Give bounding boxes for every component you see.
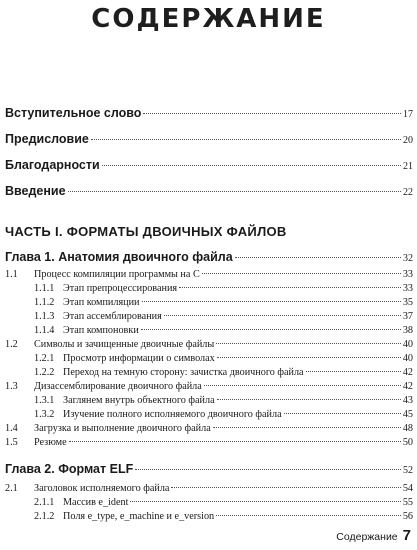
- entry-text: Процесс компиляции программы на C: [34, 269, 200, 280]
- entry-number: 1.2: [5, 339, 18, 350]
- toc-entry[interactable]: [5, 510, 413, 524]
- entry-text: Символы и зачищенные двоичные файлы: [34, 339, 215, 350]
- toc-entry[interactable]: [5, 282, 413, 296]
- dot-leader: [143, 113, 401, 114]
- entry-page: 43: [402, 395, 413, 406]
- dot-leader: [202, 273, 401, 274]
- entry-number: 1.3.1: [34, 395, 55, 406]
- toc-page: 32: [403, 253, 413, 264]
- entry-page: 40: [402, 339, 413, 350]
- entry-number: 1.3.2: [34, 409, 55, 420]
- entry-number: 2.1.1: [34, 497, 55, 508]
- dot-leader: [216, 515, 401, 516]
- dot-leader: [141, 329, 401, 330]
- entry-number: 1.2.2: [34, 367, 55, 378]
- entry-number: 1.1.3: [34, 311, 55, 322]
- toc-label: Глава 1. Анатомия двоичного файла: [5, 250, 233, 264]
- dot-leader: [216, 343, 401, 344]
- entry-page: 48: [402, 423, 413, 434]
- entry-number: 1.2.1: [34, 353, 55, 364]
- entry-text: Массив e_ident: [63, 497, 129, 508]
- toc-entry[interactable]: [5, 366, 413, 380]
- entry-number: 1.1.4: [34, 325, 55, 336]
- toc-entry[interactable]: [5, 338, 413, 352]
- entry-page: 54: [402, 483, 413, 494]
- entry-text: Резюме: [34, 437, 67, 448]
- entry-number: 2.1: [5, 483, 18, 494]
- toc-page: 17: [403, 109, 413, 120]
- entry-text: Этап ассемблирования: [63, 311, 162, 322]
- entry-page: 42: [402, 381, 413, 392]
- dot-leader: [164, 315, 401, 316]
- entry-page: 37: [402, 311, 413, 322]
- entry-page: 40: [402, 353, 413, 364]
- entry-page: 33: [402, 283, 413, 294]
- toc-entry[interactable]: [5, 268, 413, 282]
- entry-text: Этап компиляции: [63, 297, 140, 308]
- dot-leader: [306, 371, 401, 372]
- toc-entry[interactable]: [5, 496, 413, 510]
- dot-leader: [68, 191, 401, 192]
- entry-number: 1.1.2: [34, 297, 55, 308]
- dot-leader: [102, 165, 401, 166]
- dot-leader: [130, 501, 400, 502]
- toc-entry[interactable]: [5, 310, 413, 324]
- entry-number: 1.1.1: [34, 283, 55, 294]
- entry-number: 2.1.2: [34, 511, 55, 522]
- toc-label: Глава 2. Формат ELF: [5, 462, 134, 476]
- toc-entry[interactable]: [5, 394, 413, 408]
- entry-text: Просмотр информации о символах: [63, 353, 215, 364]
- toc-chapter[interactable]: [5, 250, 413, 268]
- entry-page: 56: [402, 511, 413, 522]
- running-footer: [336, 527, 411, 544]
- part-heading: ЧАСТЬ I. ФОРМАТЫ ДВОИЧНЫХ ФАЙЛОВ: [5, 224, 287, 239]
- dot-leader: [235, 257, 401, 258]
- toc-chapter[interactable]: [5, 462, 413, 480]
- entry-text: Этап препроцессирования: [63, 283, 178, 294]
- entry-page: 38: [402, 325, 413, 336]
- toc-section[interactable]: [5, 184, 413, 204]
- dot-leader: [213, 427, 401, 428]
- entry-text: Этап компоновки: [63, 325, 139, 336]
- entry-number: 1.5: [5, 437, 18, 448]
- dot-leader: [204, 385, 401, 386]
- dot-leader: [217, 357, 401, 358]
- entry-text: Дизассемблирование двоичного файла: [34, 381, 202, 392]
- entry-text: Переход на темную сторону: зачистка двоичного файла: [63, 367, 304, 378]
- dot-leader: [135, 469, 401, 470]
- toc-section[interactable]: [5, 132, 413, 152]
- entry-text: Загрузка и выполнение двоичного файла: [34, 423, 211, 434]
- entry-page: 45: [402, 409, 413, 420]
- entry-text: Заглянем внутрь объектного файла: [63, 395, 215, 406]
- toc-page: 52: [403, 465, 413, 476]
- entry-page: 55: [402, 497, 413, 508]
- toc-label: Благодарности: [5, 158, 100, 172]
- toc-entry[interactable]: [5, 324, 413, 338]
- toc-section[interactable]: [5, 106, 413, 126]
- toc-entry[interactable]: [5, 352, 413, 366]
- entry-text: Изучение полного исполняемого двоичного файла: [63, 409, 282, 420]
- toc-entry[interactable]: [5, 408, 413, 422]
- toc-page: 22: [403, 187, 413, 198]
- dot-leader: [91, 139, 401, 140]
- dot-leader: [217, 399, 401, 400]
- dot-leader: [284, 413, 401, 414]
- footer-page-number: 7: [402, 527, 411, 544]
- entry-number: 1.1: [5, 269, 18, 280]
- entry-page: 50: [402, 437, 413, 448]
- toc-entry[interactable]: [5, 436, 413, 450]
- footer-text: Содержание: [336, 531, 398, 543]
- toc-entry[interactable]: [5, 380, 413, 394]
- entry-page: 33: [402, 269, 413, 280]
- toc-label: Предисловие: [5, 132, 89, 146]
- entry-number: 1.3: [5, 381, 18, 392]
- dot-leader: [142, 301, 401, 302]
- toc-section[interactable]: [5, 158, 413, 178]
- toc-entry[interactable]: [5, 422, 413, 436]
- dot-leader: [69, 441, 401, 442]
- entry-number: 1.4: [5, 423, 18, 434]
- entry-text: Поля e_type, e_machine и e_version: [63, 511, 215, 522]
- toc-label: Вступительное слово: [5, 106, 142, 120]
- toc-page: 21: [403, 161, 413, 172]
- toc-label: Введение: [5, 184, 66, 198]
- entry-text: Заголовок исполняемого файла: [34, 483, 170, 494]
- toc-entry[interactable]: [5, 482, 413, 496]
- toc-entry[interactable]: [5, 296, 413, 310]
- toc-page: 20: [403, 135, 413, 146]
- dot-leader: [179, 287, 401, 288]
- entry-page: 35: [402, 297, 413, 308]
- entry-page: 42: [402, 367, 413, 378]
- page-title: СОДЕРЖАНИЕ: [91, 4, 326, 34]
- dot-leader: [171, 487, 400, 488]
